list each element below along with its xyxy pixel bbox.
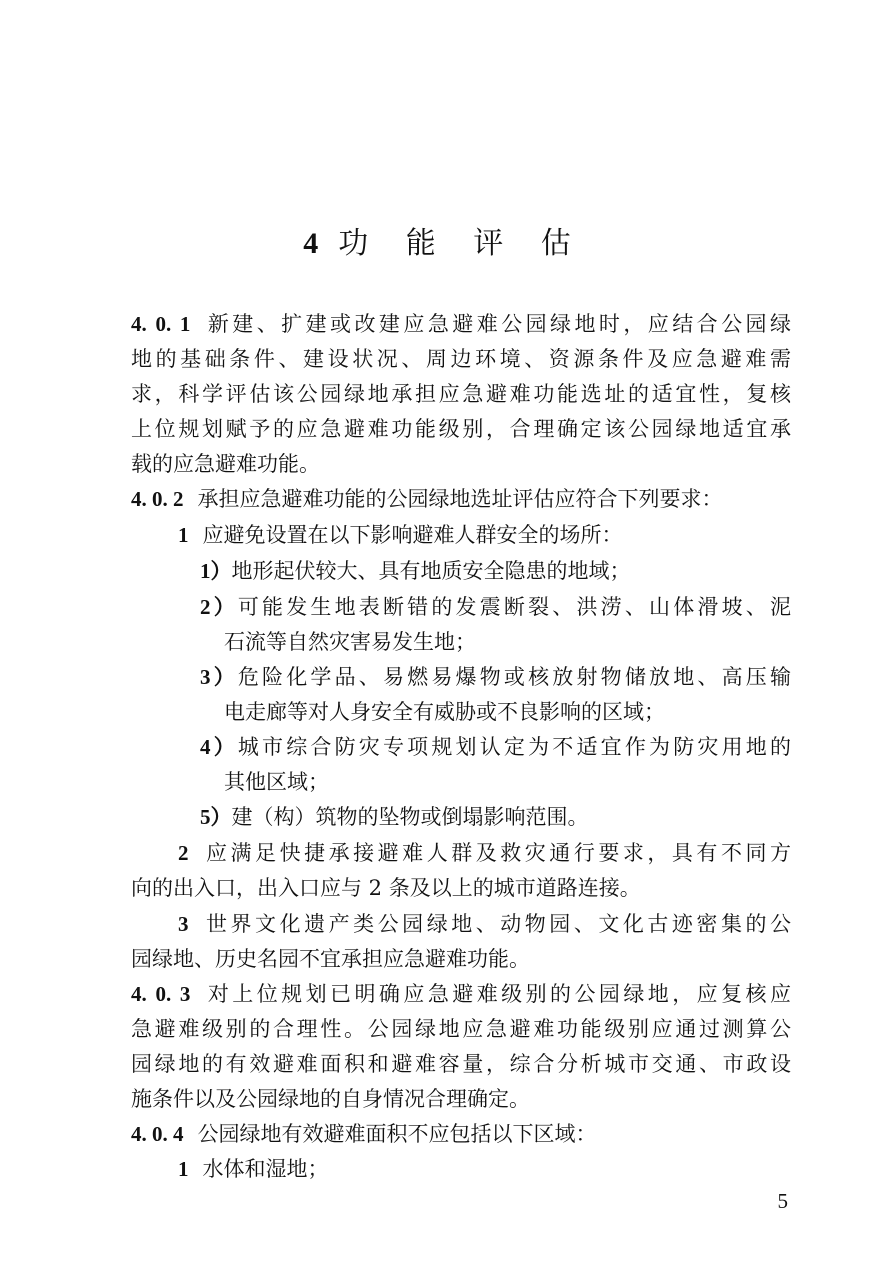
item-number: 2 bbox=[178, 841, 189, 865]
clause-number: 4. 0. 3 bbox=[131, 982, 191, 1006]
subitem-5: 5）建（构）筑物的坠物或倒塌影响范围。 bbox=[200, 805, 589, 829]
clause-4-0-2-item-1: 1 应避免设置在以下影响避难人群安全的场所： bbox=[178, 523, 623, 547]
clause-number: 4. 0. 1 bbox=[131, 312, 191, 336]
chapter-title-text: 功 能 评 估 bbox=[338, 226, 585, 261]
clause-4-0-2-item-3-line-1: 3 世界文化遗产类公园绿地、动物园、文化古迹密集的公 bbox=[178, 912, 791, 936]
chapter-title bbox=[0, 222, 888, 266]
clause-4-0-1-line-2: 地的基础条件、建设状况、周边环境、资源条件及应急避难需 bbox=[131, 347, 791, 371]
subitem-label: 5） bbox=[200, 805, 232, 829]
subitem-4-line-1: 4）城市综合防灾专项规划认定为不适宜作为防灾用地的 bbox=[200, 735, 791, 759]
clause-4-0-1-line-3: 求，科学评估该公园绿地承担应急避难功能选址的适宜性，复核 bbox=[131, 382, 791, 406]
subitem-3-line-1: 3）危险化学品、易燃易爆物或核放射物储放地、高压输 bbox=[200, 665, 791, 689]
subitem-label: 3） bbox=[200, 665, 238, 689]
clause-4-0-3-line-4: 施条件以及公园绿地的自身情况合理确定。 bbox=[131, 1087, 530, 1111]
page-number: 5 bbox=[777, 1189, 788, 1213]
subitem-label: 1） bbox=[200, 559, 232, 583]
clause-4-0-3-line-2: 急避难级别的合理性。公园绿地应急避难功能级别应通过测算公 bbox=[131, 1017, 791, 1041]
subitem-3-line-2: 电走廊等对人身安全有威胁或不良影响的区域； bbox=[224, 700, 665, 724]
clause-4-0-4-item-1: 1 水体和湿地； bbox=[178, 1157, 329, 1181]
clause-4-0-3-line-3: 园绿地的有效避难面积和避难容量，综合分析城市交通、市政设 bbox=[131, 1052, 791, 1076]
clause-4-0-4-line-1: 4. 0. 4 公园绿地有效避难面积不应包括以下区域： bbox=[131, 1122, 597, 1146]
clause-4-0-2-line-1: 4. 0. 2 承担应急避难功能的公园绿地选址评估应符合下列要求： bbox=[131, 487, 723, 511]
item-number: 1 bbox=[178, 523, 189, 547]
subitem-label: 2） bbox=[200, 595, 238, 619]
subitem-label: 4） bbox=[200, 735, 238, 759]
clause-4-0-2-item-3-line-2: 园绿地、历史名园不宜承担应急避难功能。 bbox=[131, 947, 530, 971]
subitem-4-line-2: 其他区域； bbox=[224, 770, 329, 794]
item-number: 3 bbox=[178, 912, 189, 936]
clause-number: 4. 0. 4 bbox=[131, 1122, 184, 1146]
subitem-1: 1）地形起伏较大、具有地质安全隐患的地域； bbox=[200, 559, 631, 583]
clause-4-0-1-line-5: 载的应急避难功能。 bbox=[131, 452, 320, 476]
clause-4-0-1-line-1: 4. 0. 1 新建、扩建或改建应急避难公园绿地时，应结合公园绿 bbox=[131, 312, 792, 336]
subitem-2-line-2: 石流等自然灾害易发生地； bbox=[224, 630, 476, 654]
clause-4-0-1-line-4: 上位规划赋予的应急避难功能级别，合理确定该公园绿地适宜承 bbox=[131, 417, 791, 441]
clause-number: 4. 0. 2 bbox=[131, 487, 184, 511]
clause-4-0-3-line-1: 4. 0. 3 对上位规划已明确应急避难级别的公园绿地，应复核应 bbox=[131, 982, 792, 1006]
chapter-number: 4 bbox=[303, 227, 321, 260]
clause-4-0-2-item-2-line-2: 向的出入口，出入口应与 2 条及以上的城市道路连接。 bbox=[131, 876, 641, 900]
item-number: 1 bbox=[178, 1157, 189, 1181]
clause-4-0-2-item-2-line-1: 2 应满足快捷承接避难人群及救灾通行要求，具有不同方 bbox=[178, 841, 791, 865]
subitem-2-line-1: 2）可能发生地表断错的发震断裂、洪涝、山体滑坡、泥 bbox=[200, 595, 791, 619]
